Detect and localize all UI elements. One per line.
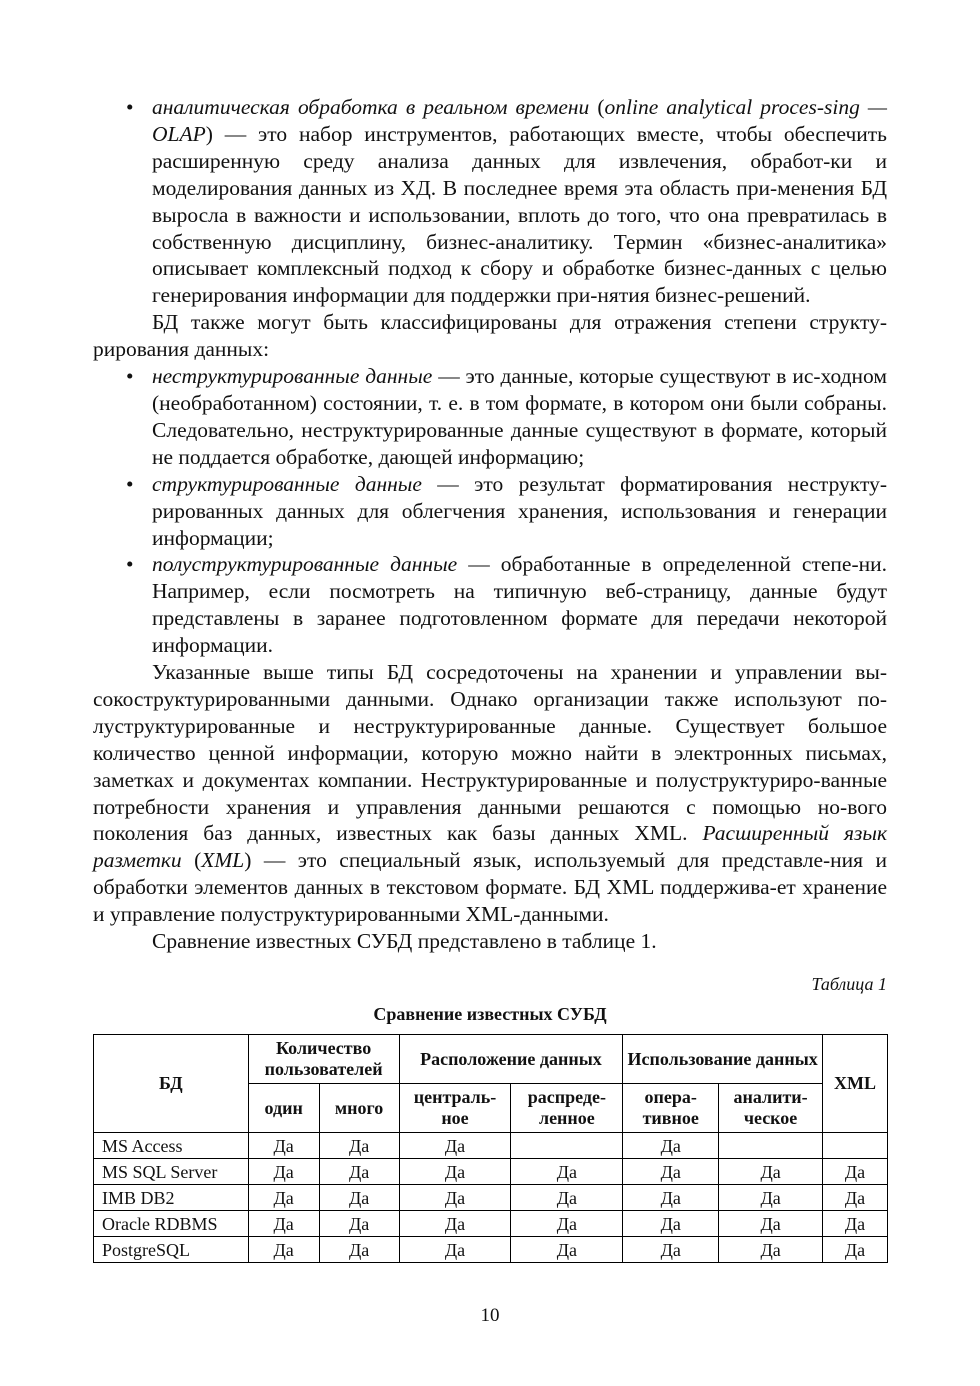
- cell-db-name: IMB DB2: [94, 1185, 249, 1211]
- table-row: [94, 1237, 888, 1263]
- table-row: [94, 1185, 888, 1211]
- table-cell: Да: [319, 1237, 399, 1263]
- table-cell: Да: [399, 1237, 511, 1263]
- subheader: аналити-ческое: [719, 1084, 823, 1133]
- table-cell: Да: [623, 1133, 719, 1159]
- subheader: опера-тивное: [623, 1084, 719, 1133]
- term-xml: XML: [201, 848, 245, 873]
- table-cell: Да: [823, 1237, 888, 1263]
- table-cell: Да: [823, 1185, 888, 1211]
- bullet-text: ) — это набор инструментов, работающих вместе, чтобы обеспечить расширенную среду анализа данных для извлечения, обработ-ки и моделирования данных из ХД. В последнее время эта область при-менения БД выросла в важности и использовании, вплоть до того, что она превратилась в собственную дисциплину, бизнес-аналитику. Термин «бизнес-аналитика» описывает комплексный подход к сбору и обработке бизнес-данных с целью генерирования информации для поддержки при-нятия бизнес-решений.: [152, 121, 887, 308]
- table-cell: Да: [399, 1159, 511, 1185]
- cell-db-name: Oracle RDBMS: [94, 1211, 249, 1237]
- table-cell: Да: [248, 1133, 319, 1159]
- table-cell: Да: [511, 1211, 623, 1237]
- bullet-unstructured: [93, 363, 887, 471]
- bullet-dot: •: [126, 364, 134, 389]
- page-content: [93, 94, 887, 1263]
- paragraph-text: (: [181, 848, 202, 873]
- table-cell: Да: [719, 1237, 823, 1263]
- table-cell: Да: [623, 1159, 719, 1185]
- term-xml-full: Расширенный язык разметки: [93, 821, 887, 873]
- bullet-paren: (: [589, 95, 605, 119]
- table-cell: Да: [248, 1159, 319, 1185]
- table-cell: Да: [399, 1133, 511, 1159]
- page-number: 10: [480, 1305, 500, 1326]
- header-xml: XML: [823, 1035, 888, 1133]
- paragraph-table-ref: Сравнение известных СУБД представлено в таблице 1.: [152, 929, 657, 954]
- header-db: БД: [94, 1035, 249, 1133]
- table-cell: Да: [248, 1185, 319, 1211]
- table-cell: Да: [511, 1159, 623, 1185]
- bullet-term: полуструктурированные данные: [152, 552, 458, 577]
- paragraph-xml: [93, 659, 887, 928]
- paragraph-text: ) — это специальный язык, используемый для представле-ния и обработки элементов данных в текстовом формате. БД XML поддержива-ет хранение и управление полуструктурированными XML-данными.: [93, 848, 887, 927]
- table-cell: Да: [248, 1237, 319, 1263]
- table-cell: Да: [399, 1211, 511, 1237]
- bullet-term-en: online analytical proces-sing — OLAP: [152, 95, 887, 146]
- table-cell: Да: [248, 1211, 319, 1237]
- table-cell: Да: [623, 1185, 719, 1211]
- bullet-semistructured: [93, 551, 887, 659]
- bullet-term: аналитическая обработка в реальном времени: [152, 95, 590, 119]
- subheader: распреде-ленное: [511, 1084, 623, 1133]
- table-cell: Да: [719, 1159, 823, 1185]
- bullet-dot: •: [126, 471, 134, 496]
- table-cell: Да: [319, 1185, 399, 1211]
- bullet-structured: [93, 471, 887, 552]
- header-usage: Использование данных: [623, 1035, 823, 1084]
- paragraph-text: Указанные выше типы БД сосредоточены на хранении и управлении вы-сокоструктурированными данными. Однако организации также используют по-луструктурированные и неструктурированные данные. Существует большое количество ценной информации, которую можно найти в электронных письмах, заметках и документах компании. Неструктурированные и полуструктуриро-ванные потребности хранения и управления данными решаются с помощью но-вого поколения баз данных, известных как базы данных XML.: [93, 660, 887, 846]
- bullet-olap: [93, 94, 887, 309]
- table-cell: [511, 1133, 623, 1159]
- table-cell: Да: [319, 1159, 399, 1185]
- bullet-dot: •: [126, 95, 134, 119]
- cell-db-name: PostgreSQL: [94, 1237, 249, 1263]
- table-cell: Да: [623, 1237, 719, 1263]
- table-caption: Таблица 1: [811, 974, 887, 994]
- table-cell: Да: [823, 1211, 888, 1237]
- bullet-term: неструктурированные данные: [152, 364, 433, 389]
- bullet-text: — обработанные в определенной степе-ни. Например, если посмотреть на типичную веб-страницу, данные будут представлены в заранее подготовленном формате для передачи некоторой информации.: [152, 552, 887, 658]
- table-row: [94, 1159, 888, 1185]
- bullet-dot: •: [126, 552, 134, 577]
- subheader: один: [248, 1084, 319, 1133]
- table-title: Сравнение известных СУБД: [373, 1004, 607, 1024]
- table-cell: Да: [319, 1211, 399, 1237]
- table-cell: [719, 1133, 823, 1159]
- table-cell: Да: [511, 1185, 623, 1211]
- table-cell: Да: [823, 1159, 888, 1185]
- bullet-text: — это результат форматирования неструкту-рированных данных для облегчения хранения, использования и генерации информации;: [152, 471, 887, 550]
- table-cell: Да: [399, 1185, 511, 1211]
- header-users: Количество пользователей: [248, 1035, 399, 1084]
- subheader: много: [319, 1084, 399, 1133]
- table-cell: Да: [511, 1237, 623, 1263]
- table-row: [94, 1133, 888, 1159]
- comparison-table: [93, 1034, 888, 1263]
- cell-db-name: MS SQL Server: [94, 1159, 249, 1185]
- bullet-text: — это данные, которые существуют в ис-ходном (необработанном) состоянии, т. е. в том формате, в котором они были собраны. Следовательно, неструктурированные данные существуют в формате, который не поддается обработке, дающей информацию;: [152, 364, 887, 469]
- table-cell: Да: [719, 1211, 823, 1237]
- subheader: централь-ное: [399, 1084, 511, 1133]
- table-cell: Да: [719, 1185, 823, 1211]
- table-cell: Да: [623, 1211, 719, 1237]
- paragraph-classification: БД также могут быть классифицированы для отражения степени структу-рирования данных:: [93, 310, 887, 362]
- cell-db-name: MS Access: [94, 1133, 249, 1159]
- bullet-term: структурированные данные: [152, 471, 422, 496]
- table-cell: [823, 1133, 888, 1159]
- table-row: [94, 1211, 888, 1237]
- table-cell: Да: [319, 1133, 399, 1159]
- header-location: Расположение данных: [399, 1035, 623, 1084]
